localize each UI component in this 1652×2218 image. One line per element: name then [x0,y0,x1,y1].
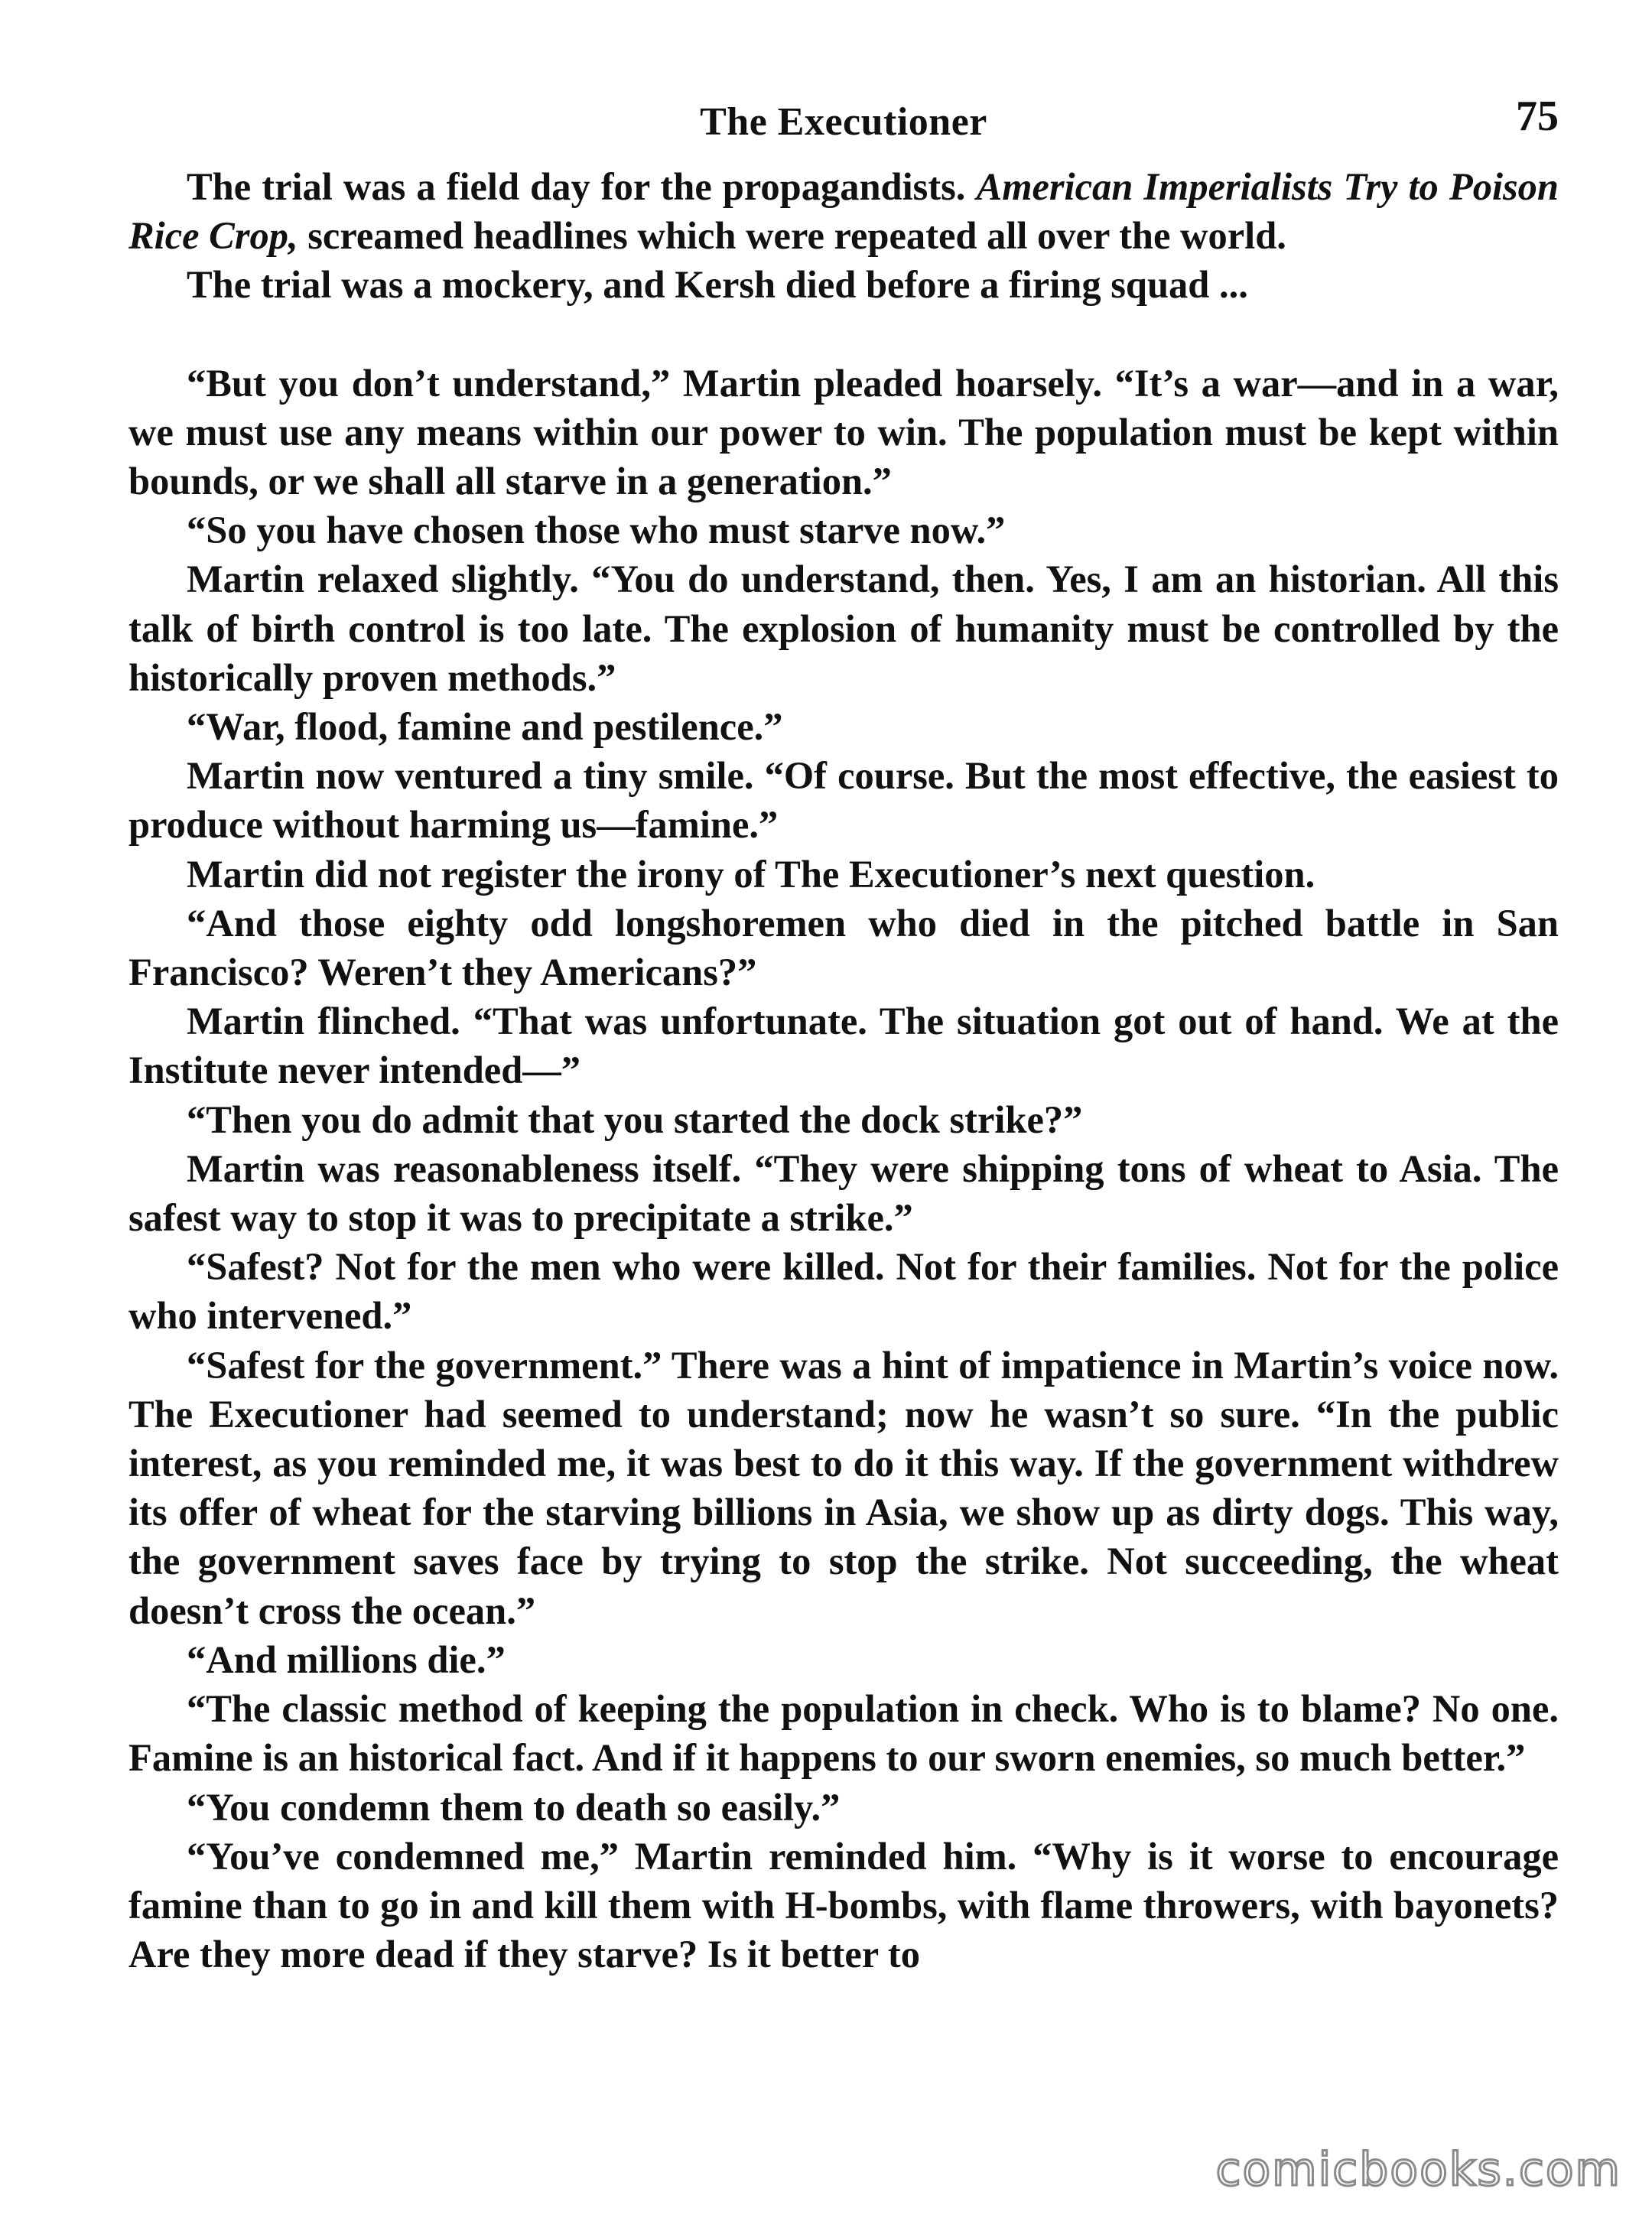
watermark: comicbooks.com [1215,2143,1621,2197]
paragraph: “The classic method of keeping the population in check. Who is to blame? No one. Famine is an historical fact. And if it happens to our sworn enemies, so much better.” [128,1687,1559,1780]
paragraph: “You’ve condemned me,” Martin reminded him. “Why is it worse to encourage famine than to go in and kill them with H-bombs, with flame throwers, with bayonets? Are they more dead if they starve? Is it better to [128,1834,1559,1976]
paragraph: “And millions die.” [187,1637,506,1681]
running-title: The Executioner [700,100,987,144]
paragraph: “Safest? Not for the men who were killed. Not for their families. Not for the police who intervened.” [128,1245,1559,1338]
body-text [128,162,1559,1979]
paragraph: The trial was a mockery, and Kersh died before a firing squad ... [187,263,1248,307]
page-header [128,92,1559,153]
paragraph: “And those eighty odd longshoremen who died in the pitched battle in San Francisco? Weren’t they Americans?” [128,901,1559,994]
paragraph: “War, flood, famine and pestilence.” [187,705,783,749]
headline-italic: American Imperialists Try to Poison Rice Crop, [128,165,1559,258]
paragraph: “You condemn them to death so easily.” [187,1785,841,1829]
page-number: 75 [1516,93,1559,140]
paragraph: Martin flinched. “That was unfortunate. The situation got out of hand. We at the Institute never intended—” [128,1000,1559,1092]
paragraph: “But you don’t understand,” Martin pleaded hoarsely. “It’s a war—and in a war, we must use any means within our power to win. The population must be kept within bounds, or we shall all starve in a generation.” [128,361,1559,503]
paragraph: “Then you do admit that you started the dock strike?” [187,1098,1083,1141]
paragraph: Martin relaxed slightly. “You do understand, then. Yes, I am an historian. All this talk of birth control is too late. The explosion of humanity must be controlled by the historically proven methods.” [128,558,1559,699]
paragraph: Martin did not register the irony of The Executioner’s next question. [187,852,1315,896]
paragraph: “So you have chosen those who must starve now.” [187,509,1006,552]
paragraph: Martin now ventured a tiny smile. “Of course. But the most effective, the easiest to produce without harming us—famine.” [128,754,1559,847]
paragraph: The trial was a field day for the propagandists. American Imperialists Try to Poison Rice Crop, screamed headlines which were repeated all over the world. [128,165,1559,258]
paragraph: “Safest for the government.” There was a hint of impatience in Martin’s voice now. The Executioner had seemed to understand; now he wasn’t so sure. “In the public interest, as you reminded me, it was best to do it this way. If the government withdrew its offer of wheat for the starving billions in Asia, we show up as dirty dogs. This way, the government saves face by trying to stop the strike. Not succeeding, the wheat doesn’t cross the ocean.” [128,1343,1559,1632]
paragraph: Martin was reasonableness itself. “They were shipping tons of wheat to Asia. The safest way to stop it was to precipitate a strike.” [128,1146,1559,1240]
